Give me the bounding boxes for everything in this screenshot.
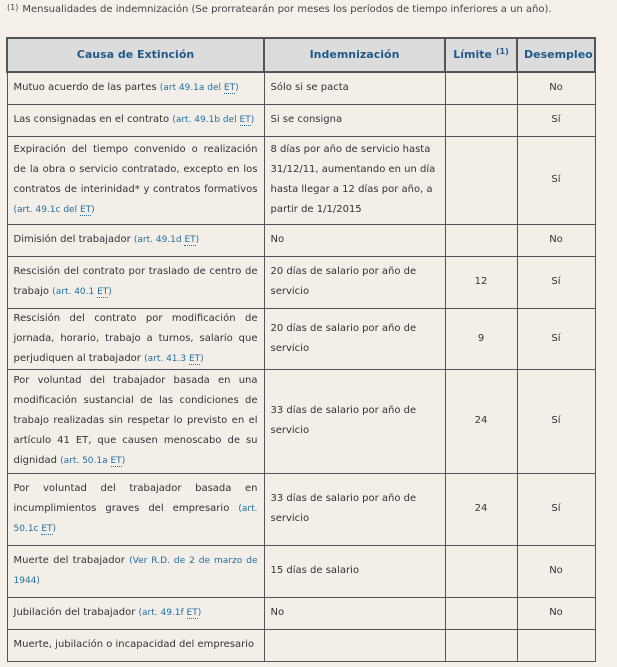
- legal-reference-link[interactable]: [172, 115, 254, 126]
- cell-cause: [7, 136, 264, 224]
- cell-cause: [7, 256, 264, 308]
- cell-cause: [7, 224, 264, 256]
- table-row: [7, 597, 595, 629]
- cell-indemnity: 15 días de salario: [264, 545, 445, 597]
- cell-unemployment: Sí: [517, 369, 595, 473]
- cell-cause: [7, 308, 264, 369]
- reference-text: (art. 49.1b del: [172, 115, 240, 125]
- cell-limit: [445, 224, 517, 256]
- table-row: [7, 473, 595, 545]
- legal-reference-link[interactable]: [14, 205, 95, 216]
- reference-text: (art. 49.1d: [133, 235, 185, 245]
- cause-text: Las consignadas en el contrato: [13, 114, 173, 125]
- cause-text: Dimisión del trabajador: [13, 234, 134, 245]
- cell-limit: 9: [445, 308, 517, 369]
- cell-indemnity: Si se consigna: [264, 104, 445, 136]
- cell-indemnity: 8 días por año de servicio hasta 31/12/11, aumentando en un día hasta llegar a 12 días por año, a partir de 1/1/2015: [264, 136, 445, 224]
- table-header-row: [7, 38, 595, 72]
- cell-limit: 12: [445, 256, 517, 308]
- legal-reference-link[interactable]: [139, 608, 202, 619]
- cell-limit: [445, 597, 517, 629]
- header-cause: Causa de Extinción: [7, 38, 264, 72]
- reference-abbreviation: ET: [97, 287, 109, 297]
- cell-indemnity: 33 días de salario por año de servicio: [264, 473, 445, 545]
- cause-text: Muerte, jubilación o incapacidad del empresario: [13, 639, 255, 650]
- cell-limit: [445, 629, 517, 661]
- legal-reference-link[interactable]: [134, 235, 199, 246]
- reference-abbreviation: ET: [110, 456, 122, 466]
- header-limit-footnote: (1): [495, 47, 509, 56]
- cell-indemnity: 20 días de salario por año de servicio: [264, 256, 445, 308]
- cell-limit: [445, 72, 517, 104]
- table-row: [7, 72, 595, 104]
- cause-text: Expiración del tiempo convenido o realización de la obra o servicio contratado, excepto en los contratos de interinidad* y contratos formativos: [13, 144, 258, 195]
- reference-abbreviation: ET: [239, 115, 251, 125]
- reference-abbreviation: ET: [188, 353, 201, 364]
- cause-text: Jubilación del trabajador: [13, 607, 139, 618]
- reference-text: (Ver R.D. de 2 de marzo de 1944: [13, 556, 258, 586]
- cell-cause: [7, 369, 264, 473]
- table-row: [7, 104, 595, 136]
- reference-text: (art. 50.1a: [60, 456, 111, 466]
- cell-limit: [445, 136, 517, 224]
- cell-cause: [7, 545, 264, 597]
- cause-text: Muerte del trabajador: [13, 555, 130, 566]
- cell-indemnity: Sólo si se pacta: [264, 72, 445, 104]
- header-limit: [445, 38, 517, 72]
- cell-indemnity: No: [264, 224, 445, 256]
- reference-text: (art. 40.1: [52, 287, 98, 297]
- cell-unemployment: Sí: [517, 473, 595, 545]
- reference-abbreviation: ET: [186, 608, 198, 618]
- cell-unemployment: Sí: [517, 104, 595, 136]
- cell-cause: [7, 597, 264, 629]
- reference-close: ): [108, 287, 112, 297]
- header-limit-label: Límite: [453, 48, 492, 61]
- cell-unemployment: No: [517, 545, 595, 597]
- reference-text: (art 49.1a del: [159, 83, 224, 94]
- table-row: [7, 545, 595, 597]
- legal-reference-link[interactable]: [160, 83, 239, 94]
- cell-unemployment: Sí: [517, 308, 595, 369]
- header-indemnity: Indemnización: [264, 38, 445, 72]
- cell-unemployment: No: [517, 224, 595, 256]
- reference-text: (art. 49.1c del: [13, 205, 80, 215]
- footnote-marker: (1): [7, 3, 19, 12]
- footnote-text: Mensualidades de indemnización (Se prorratearán por meses los períodos de tiempo inferiores a un año).: [22, 4, 552, 15]
- table-row: [7, 256, 595, 308]
- cause-text: Rescisión del contrato por traslado de centro de trabajo: [13, 266, 258, 297]
- cell-cause: [7, 72, 264, 104]
- cell-limit: 24: [445, 473, 517, 545]
- reference-close: ): [121, 456, 126, 466]
- cell-unemployment: Sí: [517, 256, 595, 308]
- cell-unemployment: No: [517, 72, 595, 104]
- reference-abbreviation: ET: [223, 83, 236, 94]
- table-row: [7, 629, 595, 661]
- table-row: [7, 224, 595, 256]
- reference-text: (art. 41.3: [144, 353, 189, 364]
- cause-text: Rescisión del contrato por modificación de jornada, horario, trabajo a turnos, salario que perjudiquen al trabajador: [13, 312, 258, 364]
- reference-close: ): [235, 83, 239, 94]
- reference-abbreviation: ET: [79, 205, 92, 215]
- cell-cause: [7, 629, 264, 661]
- table-row: [7, 308, 595, 369]
- severance-table: [6, 37, 596, 662]
- reference-abbreviation: ET: [184, 235, 196, 245]
- cell-unemployment: No: [517, 597, 595, 629]
- footnote: [7, 4, 552, 15]
- cell-cause: [7, 104, 264, 136]
- cell-limit: 24: [445, 369, 517, 473]
- cell-indemnity: No: [264, 597, 445, 629]
- cell-indemnity: [264, 629, 445, 661]
- header-unemployment: Desempleo: [517, 38, 595, 72]
- cause-text: Por voluntad del trabajador basada en una modificación sustancial de las condiciones de trabajo realizadas sin respetar lo previsto en el artículo 41 ET, que causen menoscabo de su dignidad: [13, 375, 258, 466]
- table-row: [7, 136, 595, 224]
- cell-cause: [7, 473, 264, 545]
- cause-text: Mutuo acuerdo de las partes: [13, 82, 160, 94]
- reference-close: ): [36, 576, 40, 586]
- cause-text: Por voluntad del trabajador basada en incumplimientos graves del empresario: [13, 483, 258, 514]
- reference-close: ): [197, 608, 202, 618]
- reference-abbreviation: ET: [41, 524, 53, 534]
- reference-close: ): [250, 115, 255, 125]
- reference-close: ): [195, 235, 200, 245]
- table-row: [7, 369, 595, 473]
- reference-close: ): [200, 353, 204, 364]
- cell-limit: [445, 104, 517, 136]
- cell-indemnity: 20 días de salario por año de servicio: [264, 308, 445, 369]
- legal-reference-link[interactable]: [144, 354, 204, 365]
- cell-unemployment: Sí: [517, 136, 595, 224]
- reference-close: ): [91, 205, 95, 215]
- reference-text: (art. 49.1f: [138, 608, 187, 618]
- reference-text: (art. 50.1c: [13, 504, 258, 534]
- cell-limit: [445, 545, 517, 597]
- legal-reference-link[interactable]: [60, 456, 125, 467]
- legal-reference-link[interactable]: [52, 287, 112, 298]
- cell-indemnity: 33 días de salario por año de servicio: [264, 369, 445, 473]
- reference-close: ): [52, 524, 57, 534]
- cell-unemployment: [517, 629, 595, 661]
